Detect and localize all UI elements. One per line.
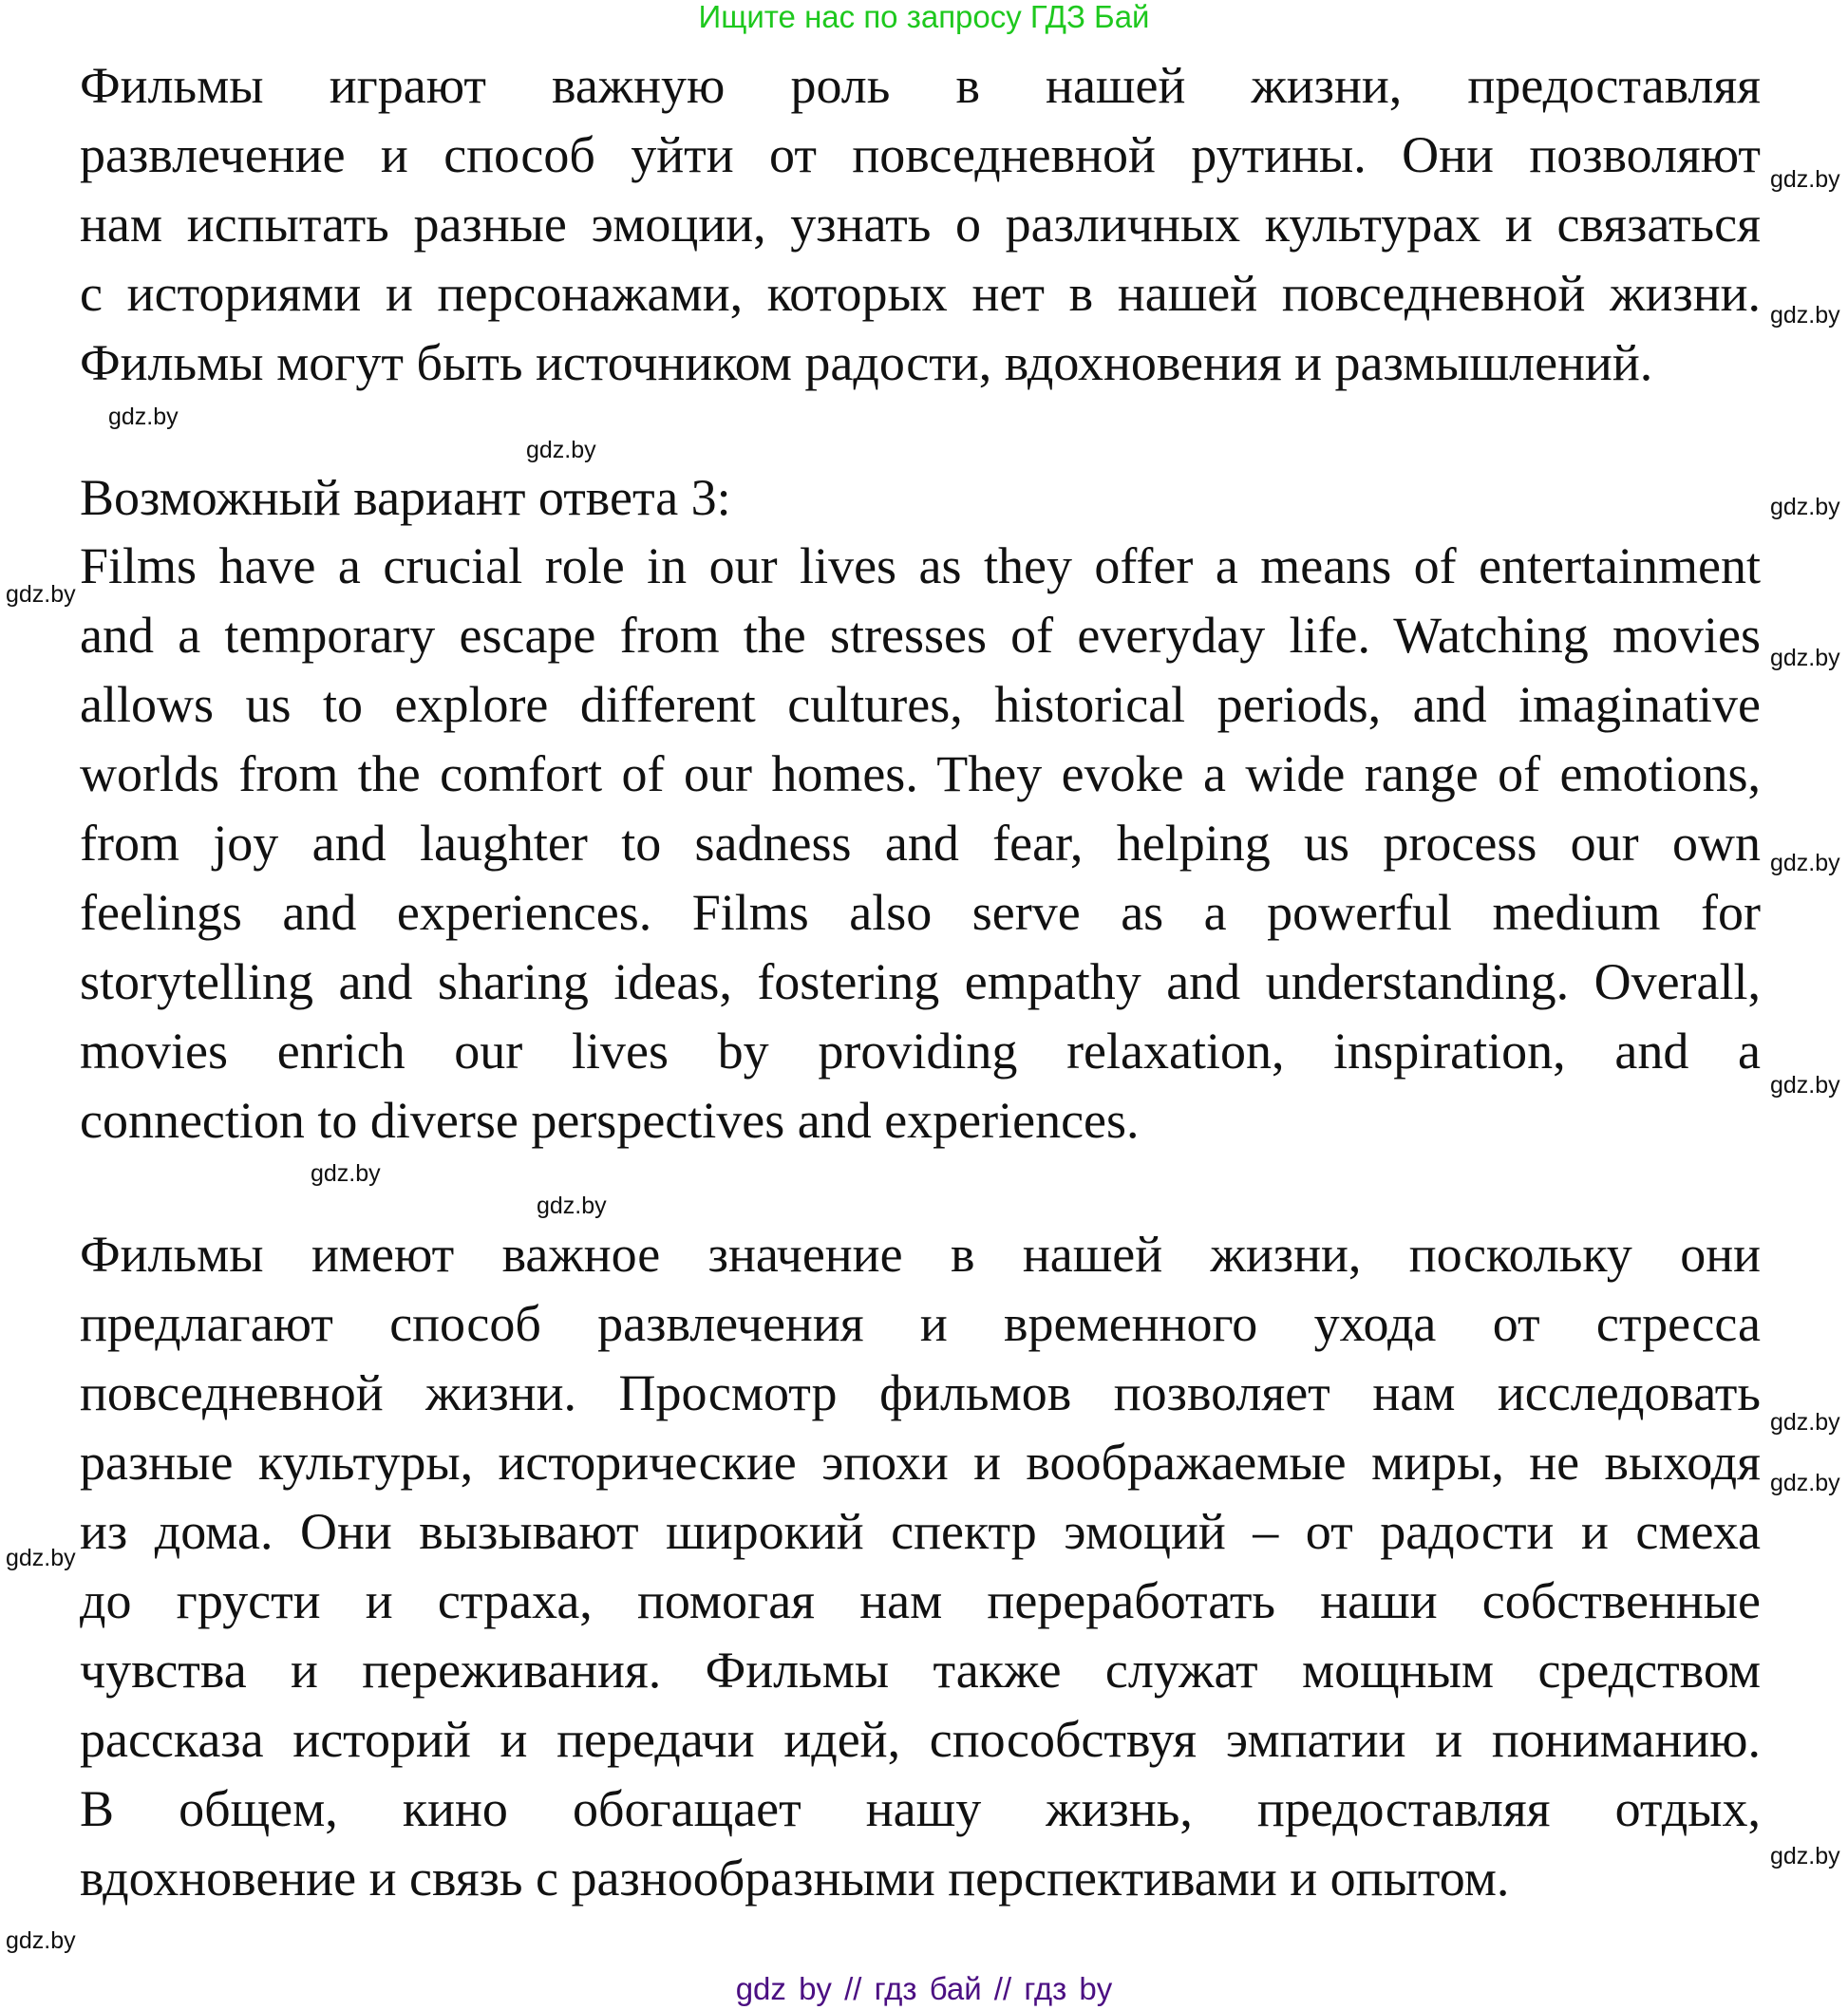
text-line: до грусти и страха, помогая нам переработать наши собственные	[80, 1572, 1761, 1629]
text-line: connection to diverse perspectives and experiences.	[80, 1092, 1140, 1149]
watermark-text: gdz.by	[6, 581, 76, 608]
text-line: рассказа историй и передачи идей, способствуя эмпатии и пониманию.	[80, 1711, 1761, 1768]
watermark-text: gdz.by	[1770, 1843, 1840, 1869]
watermark-text: gdz.by	[6, 1927, 76, 1954]
watermark-text: gdz.by	[1770, 645, 1840, 671]
answer-heading: Возможный вариант ответа 3:	[80, 469, 731, 526]
text-line: worlds from the comfort of our homes. They evoke a wide range of emotions,	[80, 745, 1761, 802]
footer-links[interactable]: gdz by // гдз бай // гдз by	[735, 1971, 1113, 2006]
text-line: Фильмы имеют важное значение в нашей жизни, поскольку они	[80, 1226, 1761, 1283]
text-line: Films have a crucial role in our lives as they offer a means of entertainment	[80, 537, 1761, 594]
text-line: feelings and experiences. Films also serve as a powerful medium for	[80, 884, 1761, 941]
watermark-text: gdz.by	[108, 404, 179, 430]
text-line: чувства и переживания. Фильмы также служат мощным средством	[80, 1642, 1761, 1699]
text-line: вдохновение и связь с разнообразными перспективами и опытом.	[80, 1850, 1510, 1907]
text-line: В общем, кино обогащает нашу жизнь, предоставляя отдых,	[80, 1780, 1761, 1837]
text-line: с историями и персонажами, которых нет в нашей повседневной жизни.	[80, 265, 1761, 322]
text-line: movies enrich our lives by providing relaxation, inspiration, and a	[80, 1023, 1761, 1080]
text-line: нам испытать разные эмоции, узнать о различных культурах и связаться	[80, 196, 1761, 253]
watermark-text: gdz.by	[1770, 1409, 1840, 1436]
watermark-text: gdz.by	[537, 1193, 607, 1219]
watermark-text: gdz.by	[1770, 302, 1840, 329]
text-line: развлечение и способ уйти от повседневной рутины. Они позволяют	[80, 126, 1761, 183]
search-hint-banner: Ищите нас по запросу ГДЗ Бай	[698, 0, 1150, 34]
text-line: from joy and laughter to sadness and fear, helping us process our own	[80, 815, 1761, 872]
watermark-text: gdz.by	[1770, 494, 1840, 520]
text-line: Фильмы играют важную роль в нашей жизни, предоставляя	[80, 57, 1761, 114]
text-line: разные культуры, исторические эпохи и воображаемые миры, не выходя	[80, 1434, 1761, 1491]
text-line: and a temporary escape from the stresses of everyday life. Watching movies	[80, 607, 1761, 664]
text-line: allows us to explore different cultures, historical periods, and imaginative	[80, 676, 1761, 733]
watermark-text: gdz.by	[1770, 166, 1840, 193]
watermark-text: gdz.by	[1770, 1470, 1840, 1496]
text-line: из дома. Они вызывают широкий спектр эмоций – от радости и смеха	[80, 1503, 1761, 1560]
watermark-text: gdz.by	[1770, 1072, 1840, 1099]
text-line: storytelling and sharing ideas, fostering empathy and understanding. Overall,	[80, 953, 1761, 1010]
text-line: повседневной жизни. Просмотр фильмов позволяет нам исследовать	[80, 1364, 1761, 1421]
watermark-text: gdz.by	[6, 1545, 76, 1571]
watermark-text: gdz.by	[1770, 850, 1840, 876]
text-line: предлагают способ развлечения и временного ухода от стресса	[80, 1295, 1761, 1352]
text-line: Фильмы могут быть источником радости, вдохновения и размышлений.	[80, 334, 1653, 391]
watermark-text: gdz.by	[311, 1160, 381, 1187]
watermark-text: gdz.by	[526, 437, 596, 463]
